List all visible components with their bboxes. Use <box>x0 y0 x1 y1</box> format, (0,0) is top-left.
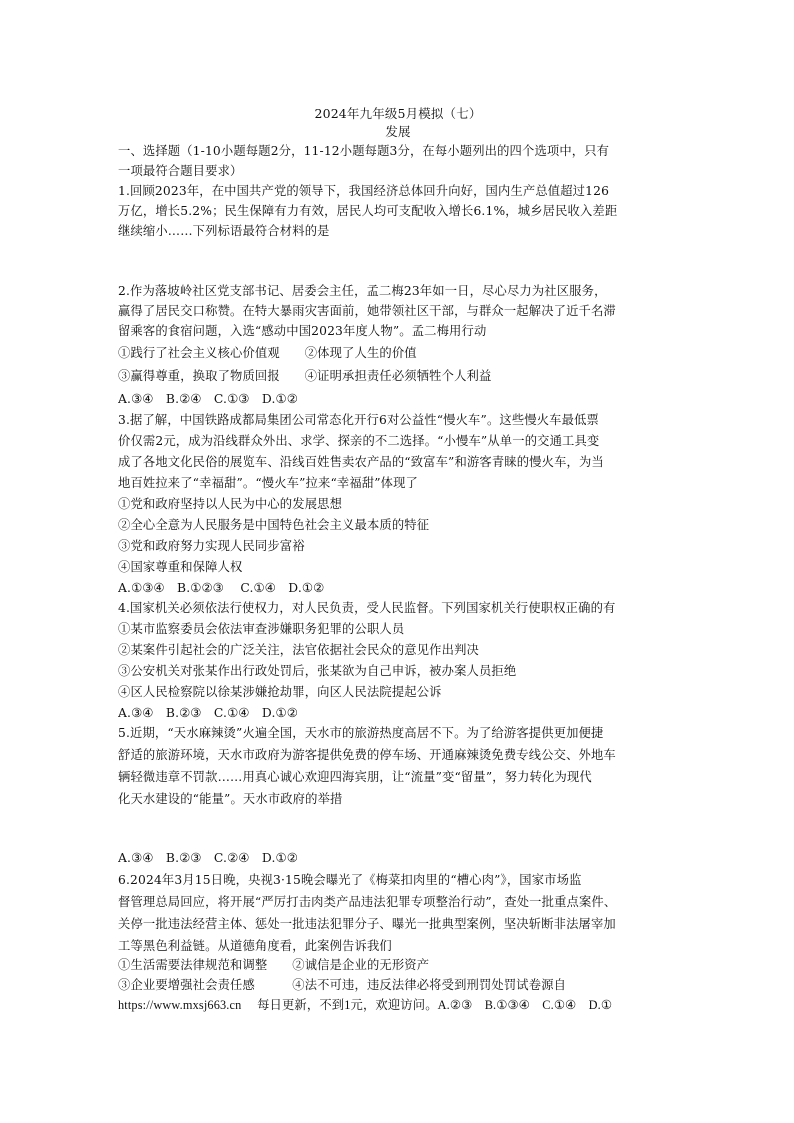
q4-item-1: ①某市监察委员会依法审查涉嫌职务犯罪的公职人员 <box>118 622 405 636</box>
q5-answer-choices: A.③④ B.②③ C.②④ D.①② <box>118 851 298 865</box>
exam-subtitle: 发展 <box>385 124 411 139</box>
exam-title: 2024年九年级5月模拟（七） <box>314 106 482 121</box>
q6-item-line-2: ③企业要增强社会责任感 ④法不可违，违反法律必将受到刑罚处罚试卷源自 <box>118 978 567 992</box>
q3-stem-line-4: 地百姓拉来了“幸福甜”。“慢火车”拉来“幸福甜”体现了 <box>118 476 419 490</box>
q2-item-line-1: ①践行了社会主义核心价值观 ②体现了人生的价值 <box>118 346 417 360</box>
section-heading-line-2: 一项最符合题目要求） <box>118 164 243 178</box>
q2-stem-line-1: 2.作为落坡岭社区党支部书记、居委会主任，孟二梅23年如一日，尽心尽力为社区服务， <box>118 284 607 298</box>
q4-item-3: ③公安机关对张某作出行政处罚后，张某欲为自己申诉，被办案人员拒绝 <box>118 664 517 678</box>
q4-item-2: ②某案件引起社会的广泛关注，法官依据社会民众的意见作出判决 <box>118 643 479 657</box>
section-heading-line-1: 一、选择题（1-10小题每题2分，11-12小题每题3分，在每小题列出的四个选项中，只有 <box>118 144 610 158</box>
q3-item-4: ④国家尊重和保障人权 <box>118 560 243 574</box>
q6-stem-line-2: 督管理总局回应，将开展“严厉打击肉类产品违法犯罪专项整治行动”，查处一批重点案件、 <box>118 895 617 909</box>
q4-item-4: ④区人民检察院以徐某涉嫌抢劫罪，向区人民法院提起公诉 <box>118 685 442 699</box>
q3-item-1: ①党和政府坚持以人民为中心的发展思想 <box>118 497 343 511</box>
q3-item-2: ②全心全意为人民服务是中国特色社会主义最本质的特征 <box>118 518 430 532</box>
q1-stem-line-2: 万亿，增长5.2%；民生保障有力有效，居民人均可支配收入增长6.1%，城乡居民收入差距 <box>118 204 618 218</box>
q6-stem-line-4: 工等黑色利益链。从道德角度看，此案例告诉我们 <box>118 939 392 953</box>
q2-item-line-2: ③赢得尊重，换取了物质回报 ④证明承担责任必须牺牲个人利益 <box>118 369 492 383</box>
q3-answer-choices: A.①③④ B.①②③ C.①④ D.①② <box>118 581 325 595</box>
q5-stem-line-1: 5.近期，“天水麻辣烫”火遍全国，天水市的旅游热度高居不下。为了给游客提供更加便捷 <box>118 726 604 740</box>
q3-item-3: ③党和政府努力实现人民同步富裕 <box>118 539 305 553</box>
q6-stem-line-3: 关停一批违法经营主体、惩处一批违法犯罪分子、曝光一批典型案例，坚决斩断非法屠宰加 <box>118 917 616 931</box>
q2-answer-choices: A.③④ B.②④ C.①③ D.①② <box>118 392 298 406</box>
q2-stem-line-3: 留乘客的食宿问题，入选“感动中国2023年度人物”。孟二梅用行动 <box>118 324 487 338</box>
q3-stem-line-1: 3.据了解，中国铁路成都局集团公司常态化开行6对公益性“慢火车”。这些慢火车最低票 <box>118 413 599 427</box>
q6-item-line-1: ①生活需要法律规范和调整 ②诚信是企业的无形资产 <box>118 958 430 972</box>
q5-stem-line-2: 舒适的旅游环境，天水市政府为游客提供免费的停车场、开通麻辣烫免费专线公交、外地车 <box>118 748 616 762</box>
q5-stem-line-3: 辆轻微违章不罚款……用真心诚心欢迎四海宾朋，让“流量”变“留量”，努力转化为现代 <box>118 770 592 784</box>
q2-stem-line-2: 赢得了居民交口称赞。在特大暴雨灾害面前，她带领社区干部，与群众一起解决了近千名滞 <box>118 304 616 318</box>
q5-stem-line-4: 化天水建设的“能量”。天水市政府的举措 <box>118 792 343 806</box>
q3-stem-line-2: 价仅需2元，成为沿线群众外出、求学、探亲的不二选择。“小慢车”从单一的交通工具变 <box>118 434 600 448</box>
q4-stem-line-1: 4.国家机关必须依法行使权力，对人民负责，受人民监督。下列国家机关行使职权正确的有 <box>118 601 616 615</box>
q1-stem-line-3: 继续缩小……下列标语最符合材料的是 <box>118 224 330 238</box>
q1-stem-line-1: 1.回顾2023年，在中国共产党的领导下，我国经济总体回升向好，国内生产总值超过126 <box>118 184 610 198</box>
q6-footer-line: https://www.mxsj663.cn 每日更新，不到1元，欢迎访问。A.②③ B.①③④ C.①④ D.① <box>118 998 613 1012</box>
q4-answer-choices: A.③④ B.②③ C.①④ D.①② <box>118 706 298 720</box>
q6-stem-line-1: 6.2024年3月15日晚，央视3·15晚会曝光了《梅菜扣肉里的“槽心肉”》，国家市场监 <box>118 873 582 887</box>
q3-stem-line-3: 成了各地文化民俗的展览车、沿线百姓售卖农产品的“致富车”和游客青睐的慢火车，为当 <box>118 455 604 469</box>
